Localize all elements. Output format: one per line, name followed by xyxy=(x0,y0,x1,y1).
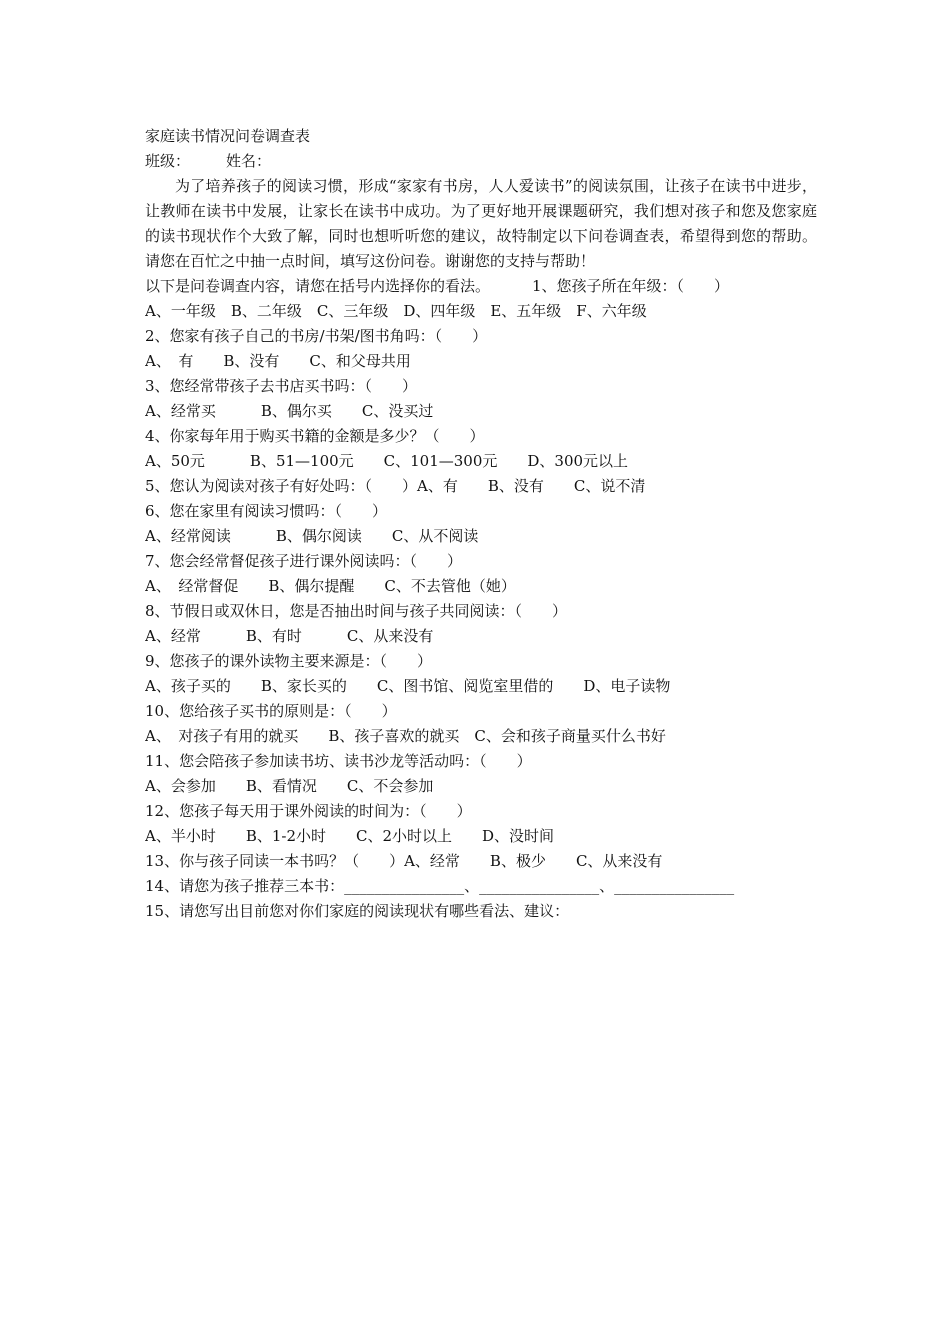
answer-line: A、 有 B、没有 C、和父母共用 xyxy=(145,352,411,370)
question-line: 6、您在家里有阅读习惯吗：（ ） xyxy=(145,502,388,520)
question-line: 8、节假日或双休日，您是否抽出时间与孩子共同阅读：（ ） xyxy=(145,602,568,620)
name-label: 姓名： xyxy=(226,152,272,170)
question-line: 9、您孩子的课外读物主要来源是：（ ） xyxy=(145,652,433,670)
answer-line: A、一年级 B、二年级 C、三年级 D、四年级 E、五年级 F、六年级 xyxy=(145,302,647,320)
answer-line: A、会参加 B、看情况 C、不会参加 xyxy=(145,777,434,795)
class-name-line xyxy=(145,149,817,174)
question-line: 3、您经常带孩子去书店买书吗：（ ） xyxy=(145,377,418,395)
question-line: 4、你家每年用于购买书籍的金额是多少？（ ） xyxy=(145,427,485,445)
document-page xyxy=(145,124,817,924)
question-line: 10、您给孩子买书的原则是：（ ） xyxy=(145,702,397,720)
document-title: 家庭读书情况问卷调查表 xyxy=(145,127,311,145)
question-line: 13、你与孩子同读一本书吗？（ ）A、经常 B、极少 C、从来没有 xyxy=(145,852,663,870)
question-line: 14、请您为孩子推荐三本书：________________、________________、________________ xyxy=(145,877,735,895)
answer-line: A、50元 B、51—100元 C、101—300元 D、300元以上 xyxy=(145,452,629,470)
intro-paragraph: 为了培养孩子的阅读习惯，形成“家家有书房，人人爱读书”的阅读氛围，让孩子在读书中进步，让教师在读书中发展，让家长在读书中成功。为了更好地开展课题研究，我们想对孩子和您及您家庭的读书现状作个大致了解，同时也想听听您的建议，故特制定以下问卷调查表，希望得到您的帮助。请您在百忙之中抽一点时间，填写这份问卷。谢谢您的支持与帮助！ xyxy=(145,177,817,270)
question-line: 5、您认为阅读对孩子有好处吗：（ ）A、有 B、没有 C、说不清 xyxy=(145,477,646,495)
question-line: 11、您会陪孩子参加读书坊、读书沙龙等活动吗：（ ） xyxy=(145,752,532,770)
question-line: 12、您孩子每天用于课外阅读的时间为：（ ） xyxy=(145,802,472,820)
question-line: 2、您家有孩子自己的书房/书架/图书角吗：（ ） xyxy=(145,327,488,345)
class-label: 班级： xyxy=(145,152,191,170)
answer-line: A、经常买 B、偶尔买 C、没买过 xyxy=(145,402,434,420)
answer-line: A、经常 B、有时 C、从来没有 xyxy=(145,627,434,645)
answer-line: A、经常阅读 B、偶尔阅读 C、从不阅读 xyxy=(145,527,479,545)
answer-line: A、半小时 B、1-2小时 C、2小时以上 D、没时间 xyxy=(145,827,555,845)
instruction-line xyxy=(145,274,817,299)
answer-line: A、 经常督促 B、偶尔提醒 C、不去管他（她） xyxy=(145,577,516,595)
question-line: 15、请您写出目前您对你们家庭的阅读现状有哪些看法、建议： xyxy=(145,902,570,920)
question-line: 7、您会经常督促孩子进行课外阅读吗：（ ） xyxy=(145,552,463,570)
answer-line: A、 对孩子有用的就买 B、孩子喜欢的就买 C、会和孩子商量买什么书好 xyxy=(145,727,666,745)
answer-line: A、孩子买的 B、家长买的 C、图书馆、阅览室里借的 D、电子读物 xyxy=(145,677,671,695)
instruction-text: 以下是问卷调查内容，请您在括号内选择你的看法。 xyxy=(145,277,491,295)
question-line: 1、您孩子所在年级：（ ） xyxy=(532,277,730,295)
